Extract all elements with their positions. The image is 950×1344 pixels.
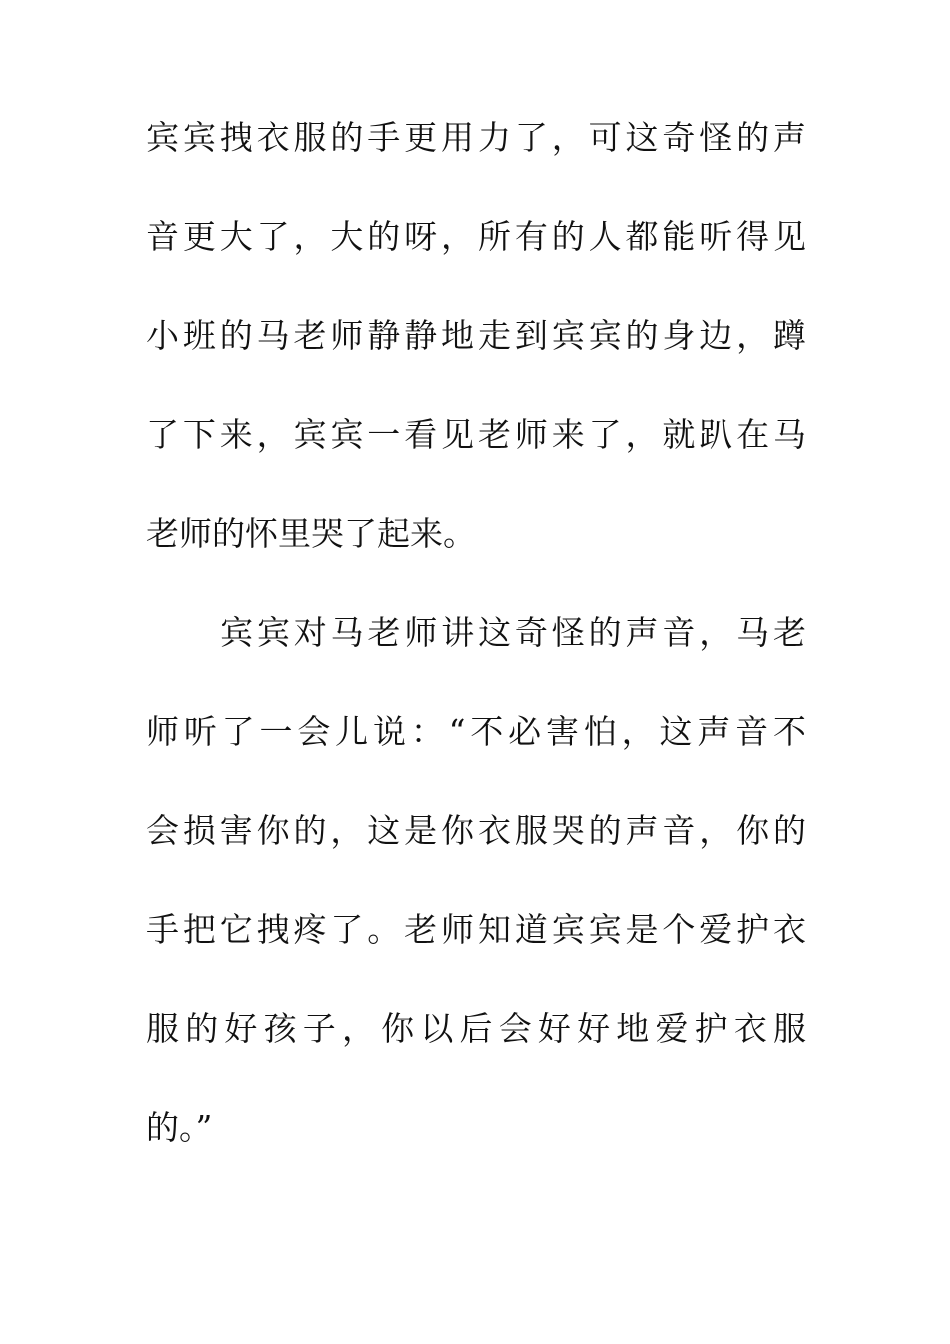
text-line: 音更大了，大的呀，所有的人都能听得见 [146,217,806,256]
text-line: 手把它拽疼了。老师知道宾宾是个爱护衣 [146,910,806,949]
text-line: 服的好孩子，你以后会好好地爱护衣服 [146,1009,806,1048]
text-line: 老师的怀里哭了起来。 [146,514,476,553]
text-line: 师听了一会儿说：“不必害怕，这声音不 [146,712,806,751]
text-line: 小班的马老师静静地走到宾宾的身边，蹲 [146,316,806,355]
text-line: 了下来，宾宾一看见老师来了，就趴在马 [146,415,806,454]
paragraph-start-line: 宾宾对马老师讲这奇怪的声音，马老 [220,613,806,652]
text-line: 的。” [146,1108,213,1147]
text-line: 宾宾拽衣服的手更用力了，可这奇怪的声 [146,118,806,157]
text-line: 会损害你的，这是你衣服哭的声音，你的 [146,811,806,850]
body-text [146,118,806,1210]
